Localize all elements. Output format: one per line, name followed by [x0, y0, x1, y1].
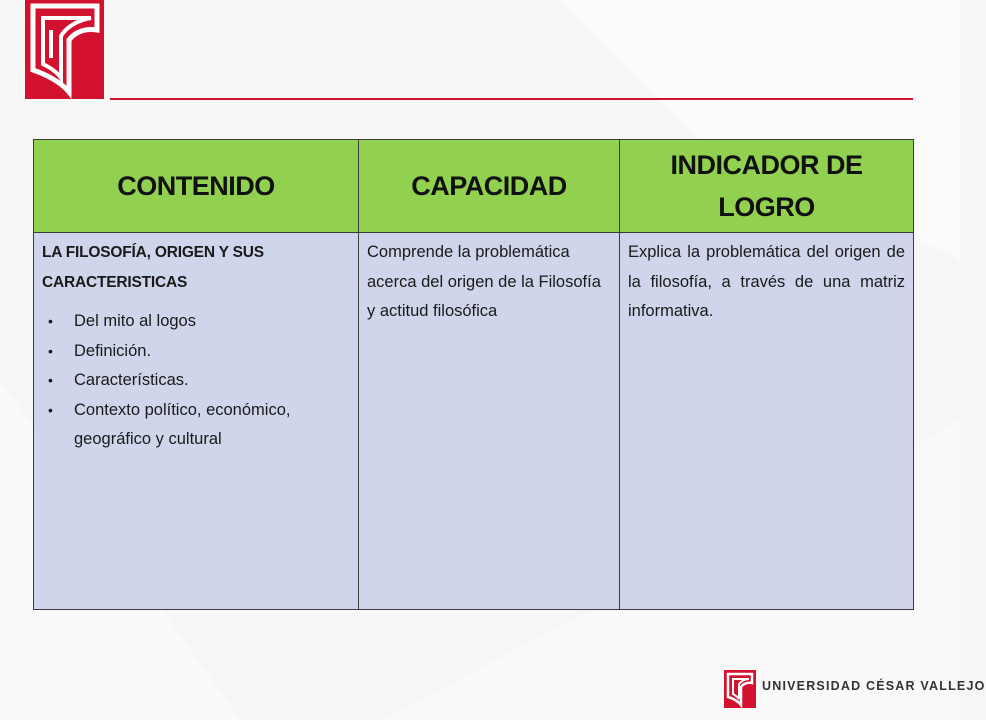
list-item: • Del mito al logos — [42, 307, 350, 337]
indicador-cell — [620, 233, 914, 610]
footer-brand-name: UNIVERSIDAD CÉSAR VALLEJO — [762, 679, 986, 693]
bullet-icon: • — [48, 342, 53, 359]
table-header-row — [34, 140, 914, 233]
capacidad-text: Comprende la problemática acerca del origen de la Filosofía y actitud filosófica — [367, 243, 601, 320]
contenido-cell — [34, 233, 359, 610]
university-logo — [25, 0, 104, 99]
bullet-icon: • — [48, 401, 53, 418]
header-capacidad: CAPACIDAD — [359, 140, 620, 233]
list-item: • Definición. — [42, 337, 350, 367]
content-table — [33, 139, 914, 610]
list-item: • Características. — [42, 366, 350, 396]
footer-logo-icon — [724, 670, 756, 708]
capacidad-cell — [359, 233, 620, 610]
header-contenido: CONTENIDO — [34, 140, 359, 233]
header-divider — [110, 98, 913, 100]
topic-title: LA FILOSOFÍA, ORIGEN Y SUS CARACTERISTICAS — [42, 244, 264, 291]
list-item: • Contexto político, económico, geográfico y cultural — [42, 396, 350, 455]
table-row — [34, 233, 914, 610]
bullet-icon: • — [48, 313, 53, 329]
indicador-text: Explica la problemática del origen de la filosofía, a través de una matriz informativa. — [628, 243, 905, 320]
bullet-icon: • — [48, 372, 53, 388]
topic-list — [42, 307, 350, 455]
ucv-shield-logo-icon — [25, 0, 104, 99]
header-indicador: INDICADOR DE LOGRO — [620, 140, 914, 233]
